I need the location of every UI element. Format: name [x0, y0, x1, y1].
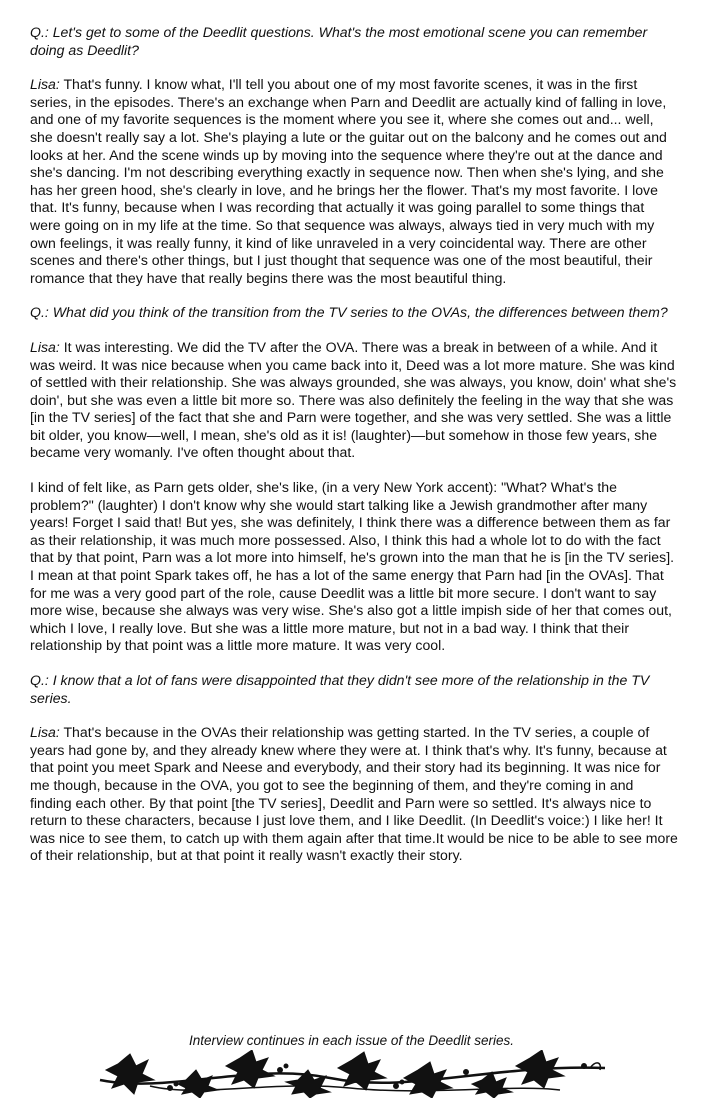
question-1: Q.: Let's get to some of the Deedlit questions. What's the most emotional scene you can remember doing as Deedlit?: [30, 24, 648, 58]
answer-2-continued: I kind of felt like, as Parn gets older, she's like, (in a very New York accent): "What? What's the problem?" (laughter) I don't know why she would start talking like a Jewish grandmother after many years! Forget I said that! But yes, she was definitely, I think there was a difference between them as far as their relationship, it was much more possessed. Also, I think this had a whole lot to do with the fact that by that point, Parn was a lot more into himself, he's grown into the man that he is [in the TV series]. I mean at that point Spark takes off, he has a lot of the same energy that Parn had [in the OVAs]. That for me was a very good part of the role, cause Deedlit was a little bit more secure. I don't want to say more wise, because she always was very wise. She's also got a little impish side of her that comes out, which I love, I really love. But she was a little more mature, but not in a bad way. I think that their relationship by that point was a little more mature. It was very cool.: [30, 479, 675, 654]
answer-1-text: That's funny. I know what, I'll tell you about one of my most favorite scenes, it was in the first series, in the episodes. There's an exchange when Parn and Deedlit are actually kind of falling in love, and one of my favorite sequences is the moment where you see it, where she comes out and... well, she doesn't really say a lot. She's playing a lute or the guitar out on the balcony and he comes out and looks at her. And the scene winds up by moving into the sequence where they're out at the dance and she's dancing. I'm not describing everything exactly in sequence now. Then when she's lying, and she has her green hood, she's clearly in love, and he brings her the flower. That's my most favorite. I love that. It's funny, because when I was recording that actually it was going parallel to some things that were going on in my life at the time. So that sequence was always, always tied in very much with my own feelings, it was really funny, it kind of like unraveled in a very coincidental way. There are other scenes and there's other things, but I just thought that sequence was one of the most beautiful, their romance that they have that really begins there was the most beautiful thing.: [30, 76, 667, 286]
question-3: Q.: I know that a lot of fans were disappointed that they didn't see more of the relationship in the TV series.: [30, 672, 650, 706]
question-2: Q.: What did you think of the transition from the TV series to the OVAs, the differences between them?: [30, 304, 668, 321]
speaker-label: Lisa:: [30, 338, 60, 355]
speaker-label: Lisa:: [30, 724, 60, 741]
continues-note: Interview continues in each issue of the Deedlit series.: [189, 1033, 514, 1048]
interview-text: [30, 24, 678, 882]
answer-1: [30, 76, 678, 287]
ivy-vine-ornament-icon: [90, 1050, 610, 1098]
speaker-label: Lisa:: [30, 76, 60, 93]
answer-2-text: It was interesting. We did the TV after the OVA. There was a break in between of a while. And it was weird. It was nice because when you came back into it, Deed was a lot more mature. She was kind of settled with their relationship. She was always grounded, she was always, you know, doin' what she's doin', but she was even a little bit more so. There was also definitely the feeling in the way that she was [in the TV series] of the fact that she and Parn were together, and she was very settled. She was a little bit older, you know—well, I mean, she's old as it is! (laughter)—but somehow in those few years, she became very womanly. I've often thought about that.: [30, 338, 677, 461]
answer-2: [30, 339, 678, 462]
answer-3-text: That's because in the OVAs their relationship was getting started. In the TV series, a couple of years had gone by, and they already knew where they were at. I think that's why. It's funny, because at that point you meet Spark and Neese and everybody, and their story had its beginning. It was nice for me though, because in the OVA, you got to see the beginning of them, and they're coming in and finding each other. By that point [the TV series], Deedlit and Parn were so settled. It's always nice to return to these characters, because I just love them, and I like Deedlit. (In Deedlit's voice:) I like her! It was nice to see them, to catch up with them again after that time.It would be nice to be able to see more of their relationship, but at that point it really wasn't exactly their story.: [30, 724, 678, 864]
answer-3: [30, 724, 678, 865]
